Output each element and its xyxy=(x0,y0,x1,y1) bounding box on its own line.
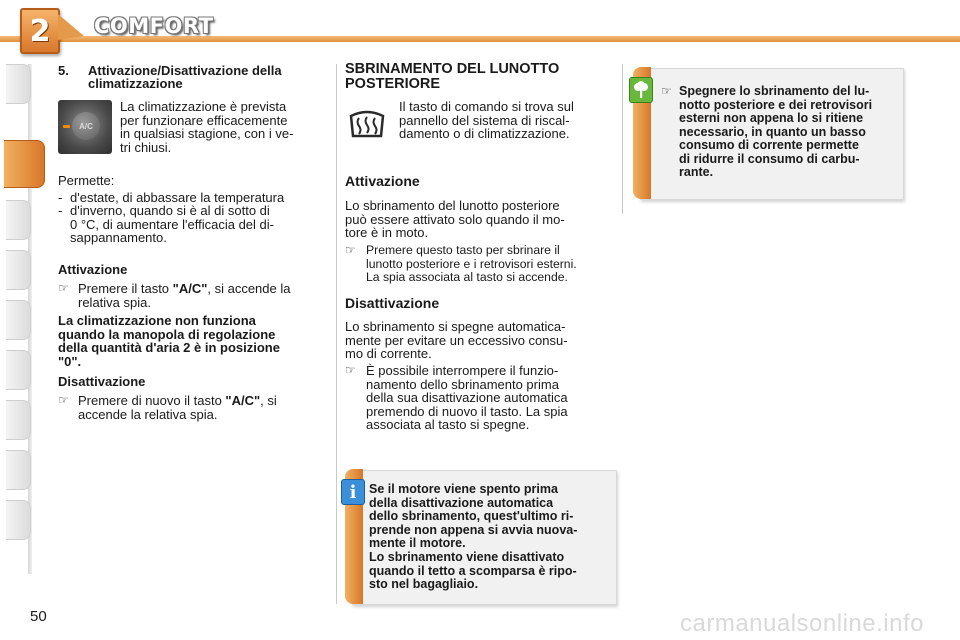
defrost-attivazione-bullet-line: Premere questo tasto per sbrinare il xyxy=(366,243,560,257)
defrost-title-line1: SBRINAMENTO DEL LUNOTTO xyxy=(345,61,560,77)
defrost-disattivazione-paragraph xyxy=(345,320,615,361)
ac-intro-paragraph xyxy=(120,100,326,154)
eco-tip-line: esterni non appena lo si ritiene xyxy=(679,111,864,125)
permette-item-2-line: sappannamento. xyxy=(70,230,167,245)
chapter-tab-6[interactable] xyxy=(6,350,31,390)
eco-tip-line: rante. xyxy=(679,165,714,179)
ac-warning-paragraph xyxy=(58,314,326,368)
permette-item-1: d'estate, di abbassare la temperatura xyxy=(70,190,285,205)
info-box-line: sto nel bagagliaio. xyxy=(369,577,479,591)
hand-bullet-icon: ☞ xyxy=(345,243,356,257)
dash-bullet: - xyxy=(58,190,63,205)
eco-tip-box xyxy=(640,68,904,200)
defrost-disattivazione-bullet-line: associata al tasto si spegne. xyxy=(366,417,530,432)
chapter-tab-strip xyxy=(0,64,40,574)
ac-disattivazione-post: , si xyxy=(260,393,277,408)
ac-warning-line: La climatizzazione non funziona xyxy=(58,313,256,328)
chapter-tab-3[interactable] xyxy=(6,200,31,240)
rear-defrost-icon xyxy=(345,104,389,148)
chapter-fold-icon xyxy=(58,14,84,40)
ac-warning-line: quando la manopola di regolazione xyxy=(58,326,276,342)
ac-button-image xyxy=(58,100,112,154)
ac-knob: A/C xyxy=(72,112,100,140)
info-box-line: Lo sbrinamento viene disattivato xyxy=(369,550,565,564)
ac-disattivazione-pre: Premere di nuovo il tasto xyxy=(78,393,226,408)
permette-item-2-line: d'inverno, quando si è al di sotto di xyxy=(70,203,270,218)
ac-attivazione-post: , si accende la xyxy=(207,281,291,296)
info-box-line: mente il motore. xyxy=(369,536,466,550)
hand-bullet-icon: ☞ xyxy=(58,393,69,407)
ac-disattivazione-bullet-line1 xyxy=(78,394,328,408)
section-title-line1: Attivazione/Disattivazione della xyxy=(88,63,282,78)
info-box-line: dello sbrinamento, quest'ultimo ri- xyxy=(369,509,574,523)
ac-disattivazione-heading: Disattivazione xyxy=(58,374,146,389)
eco-tip-line: consumo di corrente permette xyxy=(679,138,859,152)
permette-item-2 xyxy=(70,204,326,245)
defrost-intro-paragraph xyxy=(399,100,615,141)
chapter-tab-1[interactable] xyxy=(6,64,31,104)
ac-intro-line: per funzionare efficacemente xyxy=(120,112,288,128)
chapter-tab-9[interactable] xyxy=(6,500,31,540)
hand-bullet-icon: ☞ xyxy=(345,363,356,377)
page-number: 50 xyxy=(30,608,47,625)
tree-icon-shape xyxy=(633,81,649,99)
ac-key-label: "A/C" xyxy=(172,281,208,296)
ac-intro-line: in qualsiasi stagione, con i ve- xyxy=(120,126,294,141)
eco-tip-line: Spegnere lo sbrinamento del lu- xyxy=(679,84,870,98)
chapter-title: COMFORT xyxy=(94,14,214,38)
info-box-para1 xyxy=(369,483,609,551)
defrost-attivazione-heading: Attivazione xyxy=(345,173,420,189)
section-title-line2: climatizzazione xyxy=(88,76,183,91)
defrost-disattivazione-bullet-line: della sua disattivazione automatica xyxy=(366,390,568,405)
tree-eco-icon xyxy=(629,77,653,103)
defrost-attivazione-bullet-line: La spia associata al tasto si accende. xyxy=(366,270,568,284)
chapter-number-badge: 2 xyxy=(20,8,60,54)
chapter-tab-4[interactable] xyxy=(6,250,31,290)
ac-attivazione-bullet xyxy=(78,282,328,309)
eco-tip-line: di ridurre il consumo di carbu- xyxy=(679,151,860,166)
info-box-line: Se il motore viene spento prima xyxy=(369,482,558,496)
chapter-tab-8[interactable] xyxy=(6,450,31,490)
defrost-intro-line: pannello del sistema di riscal- xyxy=(399,112,570,128)
defrost-disattivazione-line: Lo sbrinamento si spegne automatica- xyxy=(345,319,566,334)
defrost-disattivazione-bullet-line: premendo di nuovo il tasto. La spia xyxy=(366,403,568,419)
watermark-text: carmanualsonline.info xyxy=(680,610,924,637)
defrost-attivazione-line: Lo sbrinamento del lunotto posteriore xyxy=(345,198,560,213)
defrost-attivazione-line: tore è in moto. xyxy=(345,225,429,240)
chapter-tab-2-active[interactable] xyxy=(4,140,45,188)
info-box-line: della disattivazione automatica xyxy=(369,495,554,510)
defrost-title-line2: POSTERIORE xyxy=(345,76,441,92)
chapter-tab-7[interactable] xyxy=(6,400,31,440)
permette-label: Permette: xyxy=(58,173,115,188)
eco-tip-text xyxy=(679,85,897,180)
ac-attivazione-heading: Attivazione xyxy=(58,262,128,277)
chapter-tab-5[interactable] xyxy=(6,300,31,340)
defrost-disattivazione-heading: Disattivazione xyxy=(345,295,440,311)
eco-tip-line: notto posteriore e dei retrovisori xyxy=(679,97,873,112)
column-divider-right xyxy=(622,64,623,214)
info-box-line: prende non appena si avvia nuova- xyxy=(369,522,578,537)
info-box-line: quando il tetto a scomparsa è ripo- xyxy=(369,563,577,578)
permette-item-2-line: 0 °C, di aumentare l'efficacia del di- xyxy=(70,216,274,232)
info-box xyxy=(349,470,617,605)
defrost-disattivazione-bullet-line: È possibile interrompere il funzio- xyxy=(366,363,559,378)
hand-bullet-icon: ☞ xyxy=(58,281,69,295)
ac-disattivazione-bullet xyxy=(78,394,328,421)
defrost-disattivazione-line: mente per evitare un eccessivo consu- xyxy=(345,332,568,348)
defrost-intro-line: damento o di climatizzazione. xyxy=(399,126,570,141)
ac-key-label: "A/C" xyxy=(225,393,261,408)
info-box-para2 xyxy=(369,551,609,592)
ac-intro-line: La climatizzazione è prevista xyxy=(120,99,287,114)
eco-tip-line: necessario, in quanto un basso xyxy=(679,124,866,139)
ac-indicator-led xyxy=(63,125,70,128)
ac-warning-line: "0". xyxy=(58,353,82,369)
defrost-intro-line: Il tasto di comando si trova sul xyxy=(399,99,574,114)
defrost-attivazione-bullet-line: lunotto posteriore e i retrovisori esterni. xyxy=(366,256,577,271)
ac-warning-line: della quantità d'aria 2 è in posizione xyxy=(58,340,280,355)
hand-bullet-icon: ☞ xyxy=(661,84,672,98)
ac-intro-line: tri chiusi. xyxy=(120,139,172,155)
defrost-disattivazione-bullet xyxy=(366,364,616,432)
ac-attivazione-bullet-line1 xyxy=(78,282,328,296)
defrost-attivazione-line: può essere attivato solo quando il mo- xyxy=(345,211,565,227)
info-icon: i xyxy=(341,479,365,505)
defrost-attivazione-bullet xyxy=(366,244,616,285)
defrost-attivazione-paragraph xyxy=(345,199,615,240)
section-number: 5. xyxy=(58,63,69,78)
ac-attivazione-bullet-line2: relativa spia. xyxy=(78,294,151,310)
ac-attivazione-pre: Premere il tasto xyxy=(78,281,173,296)
dash-bullet: - xyxy=(58,203,63,218)
defrost-disattivazione-bullet-line: namento dello sbrinamento prima xyxy=(366,376,559,392)
column-divider xyxy=(336,64,337,604)
defrost-disattivazione-line: mo di corrente. xyxy=(345,346,432,361)
ac-disattivazione-bullet-line2: accende la relativa spia. xyxy=(78,406,218,422)
